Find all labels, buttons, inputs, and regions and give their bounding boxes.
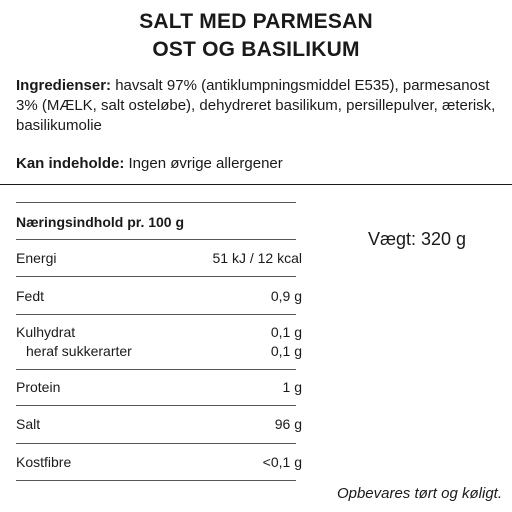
ingredients-paragraph — [16, 76, 506, 136]
nutrition-label: Protein — [16, 379, 61, 395]
allergens-label: Kan indeholde: — [16, 155, 125, 172]
product-title-line-2: OST OG BASILIKUM — [152, 38, 360, 61]
nutrition-value: 51 kJ / 12 kcal — [212, 250, 302, 266]
storage-instructions: Opbevares tørt og køligt. — [336, 485, 502, 502]
nutrition-label: heraf sukkerarter — [26, 343, 132, 359]
nutrition-divider — [16, 202, 296, 203]
nutrition-value: 0,1 g — [270, 343, 302, 359]
nutrition-label: Fedt — [16, 288, 45, 304]
nutrition-value: 96 g — [274, 416, 302, 432]
nutrition-divider — [16, 369, 296, 370]
ingredients-text: havsalt 97% (antiklumpningsmiddel E535), parmesanost 3% (MÆLK, salt osteløbe), dehydreret basilikum, persillepulver, æterisk, basilikumolie — [16, 77, 496, 134]
ingredients-label: Ingredienser: — [16, 77, 112, 94]
nutrition-value: <0,1 g — [262, 454, 302, 470]
product-title-line-1: SALT MED PARMESAN — [139, 10, 373, 33]
nutrition-divider — [16, 480, 296, 481]
net-weight: Vægt: 320 g — [368, 229, 467, 249]
section-divider — [0, 184, 512, 185]
nutrition-label: Kostfibre — [16, 454, 72, 470]
nutrition-divider — [16, 405, 296, 406]
nutrition-value: 0,9 g — [270, 288, 302, 304]
nutrition-value: 1 g — [282, 379, 302, 395]
nutrition-heading: Næringsindhold pr. 100 g — [16, 214, 185, 230]
nutrition-divider — [16, 314, 296, 315]
nutrition-divider — [16, 443, 296, 444]
nutrition-divider — [16, 276, 296, 277]
nutrition-divider — [16, 239, 296, 240]
nutrition-label: Energi — [16, 250, 57, 266]
nutrition-label: Salt — [16, 416, 41, 432]
allergens-text: Ingen øvrige allergener — [124, 155, 283, 172]
allergens-paragraph — [16, 154, 506, 174]
nutrition-label: Kulhydrat — [16, 324, 76, 340]
nutrition-value: 0,1 g — [270, 324, 302, 340]
